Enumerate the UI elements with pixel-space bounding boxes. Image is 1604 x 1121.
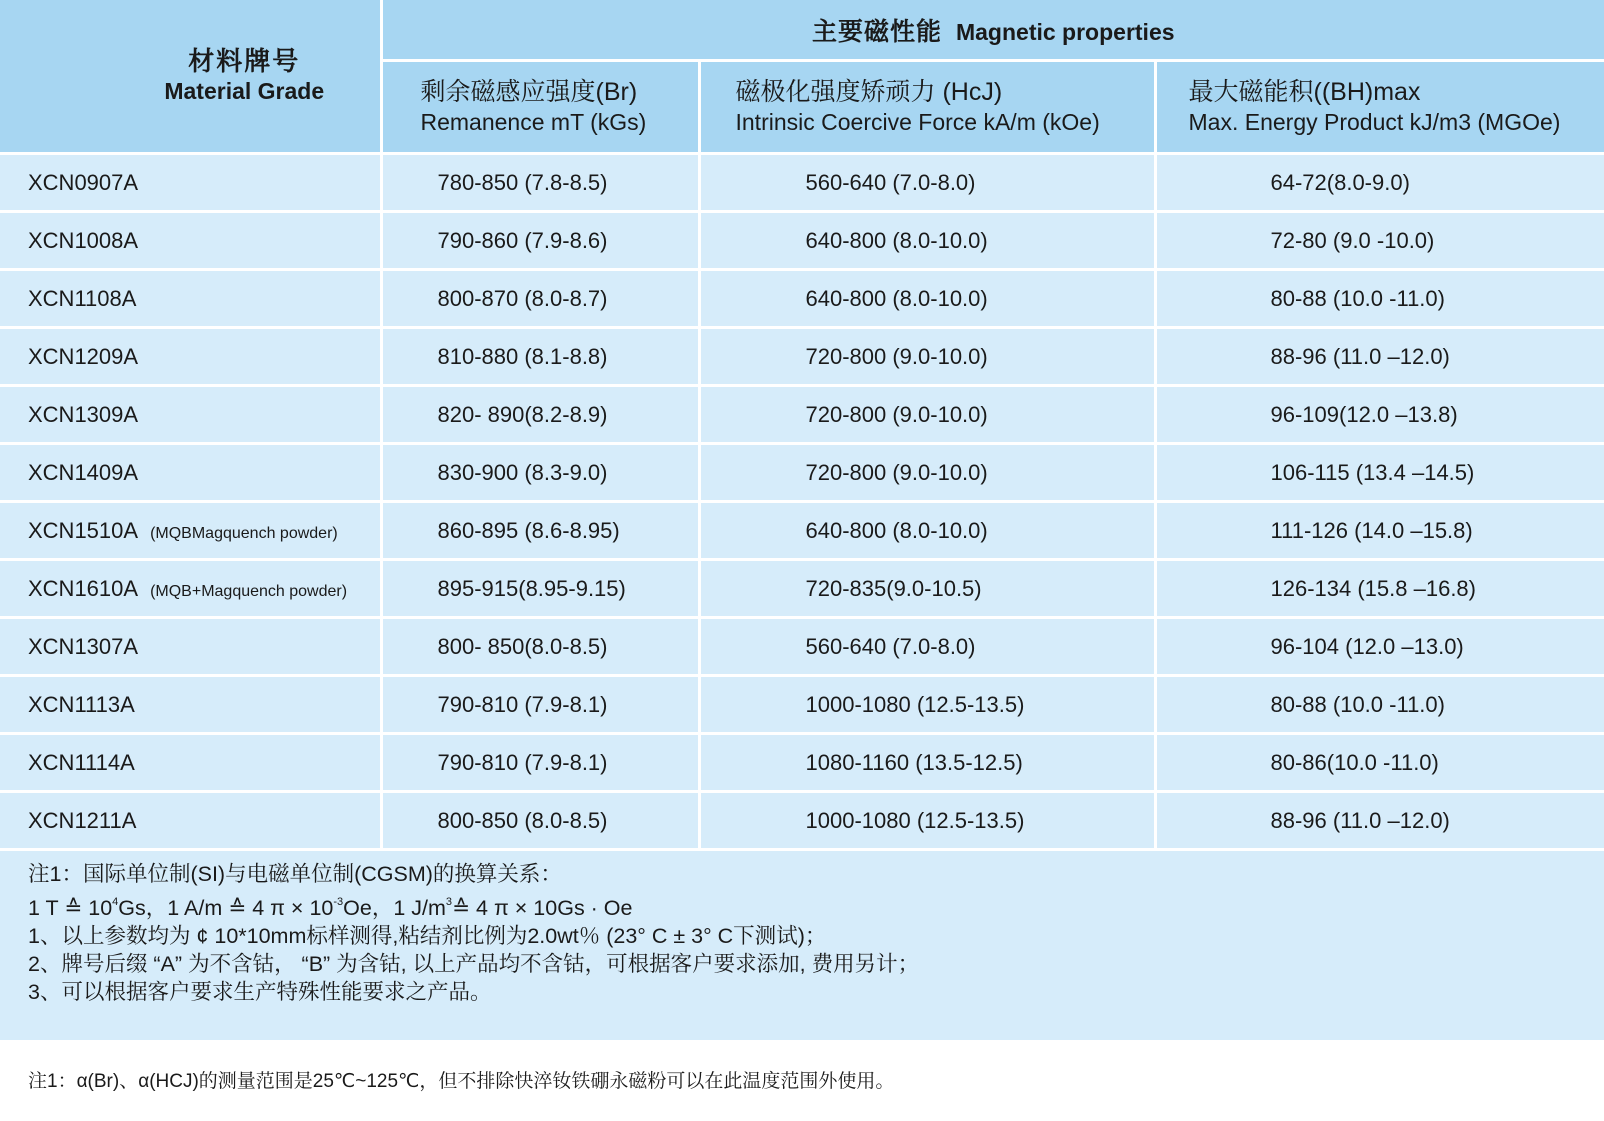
coercive-force-header: [699, 61, 1155, 154]
grade-cell: [0, 270, 381, 328]
coercive-force-cell: 1000-1080 (12.5-13.5): [699, 676, 1155, 734]
unit-conversion-line: 1 T ≙ $10^4Gs$，1 A/m ≙ 4 $\pi \times 10^{-3}Oe$，1 $J/m^3≙$ 4 π × 10Gs · Oe: [28, 896, 633, 920]
grade-name: XCN1113A: [28, 691, 135, 717]
remanence-cell: 790-810 (7.9-8.1): [381, 676, 699, 734]
energy-product-cell: 88-96 (11.0 –12.0): [1155, 792, 1604, 850]
coercive-force-header-en: Intrinsic Coercive Force kA/m (kOe): [735, 109, 1100, 135]
table-row: [0, 676, 1604, 734]
energy-product-cell: 126-134 (15.8 –16.8): [1155, 560, 1604, 618]
energy-product-header-cn: 最大磁能积((BH)max: [1188, 78, 1421, 106]
remanence-cell: 790-860 (7.9-8.6): [381, 212, 699, 270]
grade-cell: [0, 618, 381, 676]
grade-name: XCN1409A: [28, 459, 139, 485]
table-row: [0, 270, 1604, 328]
coercive-force-cell: 1080-1160 (13.5-12.5): [699, 734, 1155, 792]
coercive-force-cell: 640-800 (8.0-10.0): [699, 212, 1155, 270]
remanence-header-cn: 剩余磁感应强度(Br): [420, 78, 638, 106]
energy-product-header: [1155, 61, 1604, 154]
grade-name: XCN1610A: [28, 575, 139, 601]
energy-product-cell: 72-80 (9.0 -10.0): [1155, 212, 1604, 270]
note-line: 注1：国际单位制(SI)与电磁单位制(CGSM)的换算关系：: [28, 862, 562, 886]
coercive-force-cell: 640-800 (8.0-10.0): [699, 270, 1155, 328]
grade-cell: [0, 154, 381, 212]
note-line: 3、可以根据客户要求生产特殊性能要求之产品。: [28, 980, 492, 1004]
grade-cell: [0, 212, 381, 270]
grade-note: (MQB+Magquench powder): [150, 582, 348, 600]
remanence-cell: 895-915(8.95-9.15): [381, 560, 699, 618]
remanence-cell: 860-895 (8.6-8.95): [381, 502, 699, 560]
remanence-cell: 800-850 (8.0-8.5): [381, 792, 699, 850]
coercive-force-cell: 640-800 (8.0-10.0): [699, 502, 1155, 560]
grade-name: XCN0907A: [28, 169, 139, 195]
remanence-cell: 810-880 (8.1-8.8): [381, 328, 699, 386]
remanence-cell: 830-900 (8.3-9.0): [381, 444, 699, 502]
grade-cell: [0, 444, 381, 502]
magnetic-properties-group-header: [381, 0, 1604, 61]
grade-cell: [0, 560, 381, 618]
energy-product-cell: 111-126 (14.0 –15.8): [1155, 502, 1604, 560]
grade-cell: [0, 676, 381, 734]
group-header-cn: 主要磁性能: [811, 17, 942, 46]
notes-block: [28, 860, 1568, 1006]
remanence-cell: 790-810 (7.9-8.1): [381, 734, 699, 792]
table-row: [0, 734, 1604, 792]
grade-name: XCN1108A: [28, 285, 137, 311]
table-row: [0, 560, 1604, 618]
remanence-cell: 780-850 (7.8-8.5): [381, 154, 699, 212]
material-grade-header: [0, 0, 381, 154]
grade-name: XCN1309A: [28, 401, 139, 427]
grade-note: (MQBMagquench powder): [150, 524, 338, 542]
material-grade-header-en: Material Grade: [164, 78, 325, 104]
coercive-force-cell: 1000-1080 (12.5-13.5): [699, 792, 1155, 850]
table-row: [0, 444, 1604, 502]
material-grade-header-cn: 材料牌号: [188, 46, 301, 76]
table-row: [0, 792, 1604, 850]
coercive-force-header-cn: 磁极化强度矫顽力 (HcJ): [735, 78, 1003, 106]
grade-name: XCN1510A: [28, 517, 139, 543]
coercive-force-cell: 560-640 (7.0-8.0): [699, 154, 1155, 212]
coercive-force-cell: 720-800 (9.0-10.0): [699, 444, 1155, 502]
table-row: [0, 328, 1604, 386]
energy-product-cell: 106-115 (13.4 –14.5): [1155, 444, 1604, 502]
table-row: [0, 212, 1604, 270]
grade-cell: [0, 386, 381, 444]
grade-name: XCN1307A: [28, 633, 139, 659]
coercive-force-cell: 560-640 (7.0-8.0): [699, 618, 1155, 676]
energy-product-header-en: Max. Energy Product kJ/m3 (MGOe): [1188, 109, 1561, 135]
footer-note: 注1：α(Br)、α(HCJ)的测量范围是25℃~125℃，但不排除快淬钕铁硼永磁粉可以在此温度范围外使用。: [28, 1071, 895, 1092]
energy-product-cell: 88-96 (11.0 –12.0): [1155, 328, 1604, 386]
energy-product-cell: 96-104 (12.0 –13.0): [1155, 618, 1604, 676]
energy-product-cell: 96-109(12.0 –13.8): [1155, 386, 1604, 444]
energy-product-cell: 80-86(10.0 -11.0): [1155, 734, 1604, 792]
grade-cell: [0, 328, 381, 386]
coercive-force-cell: 720-800 (9.0-10.0): [699, 386, 1155, 444]
table-row: [0, 154, 1604, 212]
table-row: [0, 386, 1604, 444]
remanence-header-en: Remanence mT (kGs): [420, 109, 647, 135]
grade-name: XCN1211A: [28, 807, 137, 833]
grade-name: XCN1114A: [28, 749, 135, 775]
remanence-cell: 820- 890(8.2-8.9): [381, 386, 699, 444]
grade-cell: [0, 502, 381, 560]
remanence-header: [381, 61, 699, 154]
grade-cell: [0, 792, 381, 850]
grade-cell: [0, 734, 381, 792]
table-row: [0, 502, 1604, 560]
grade-name: XCN1008A: [28, 227, 139, 253]
energy-product-cell: 80-88 (10.0 -11.0): [1155, 270, 1604, 328]
remanence-cell: 800- 850(8.0-8.5): [381, 618, 699, 676]
energy-product-cell: 80-88 (10.0 -11.0): [1155, 676, 1604, 734]
grade-name: XCN1209A: [28, 343, 139, 369]
coercive-force-cell: 720-835(9.0-10.5): [699, 560, 1155, 618]
note-line: 2、牌号后缀 “A” 为不含钴， “B” 为含钴, 以上产品均不含钴，可根据客户要求添加, 费用另计；: [28, 952, 920, 976]
group-header-en: Magnetic properties: [955, 18, 1175, 45]
note-line: 1、以上参数均为 ¢ 10*10mm标样测得,粘结剂比例为2.0wt％ (23° C ± 3° C下测试)；: [28, 924, 827, 948]
energy-product-cell: 64-72(8.0-9.0): [1155, 154, 1604, 212]
remanence-cell: 800-870 (8.0-8.7): [381, 270, 699, 328]
table-row: [0, 618, 1604, 676]
coercive-force-cell: 720-800 (9.0-10.0): [699, 328, 1155, 386]
